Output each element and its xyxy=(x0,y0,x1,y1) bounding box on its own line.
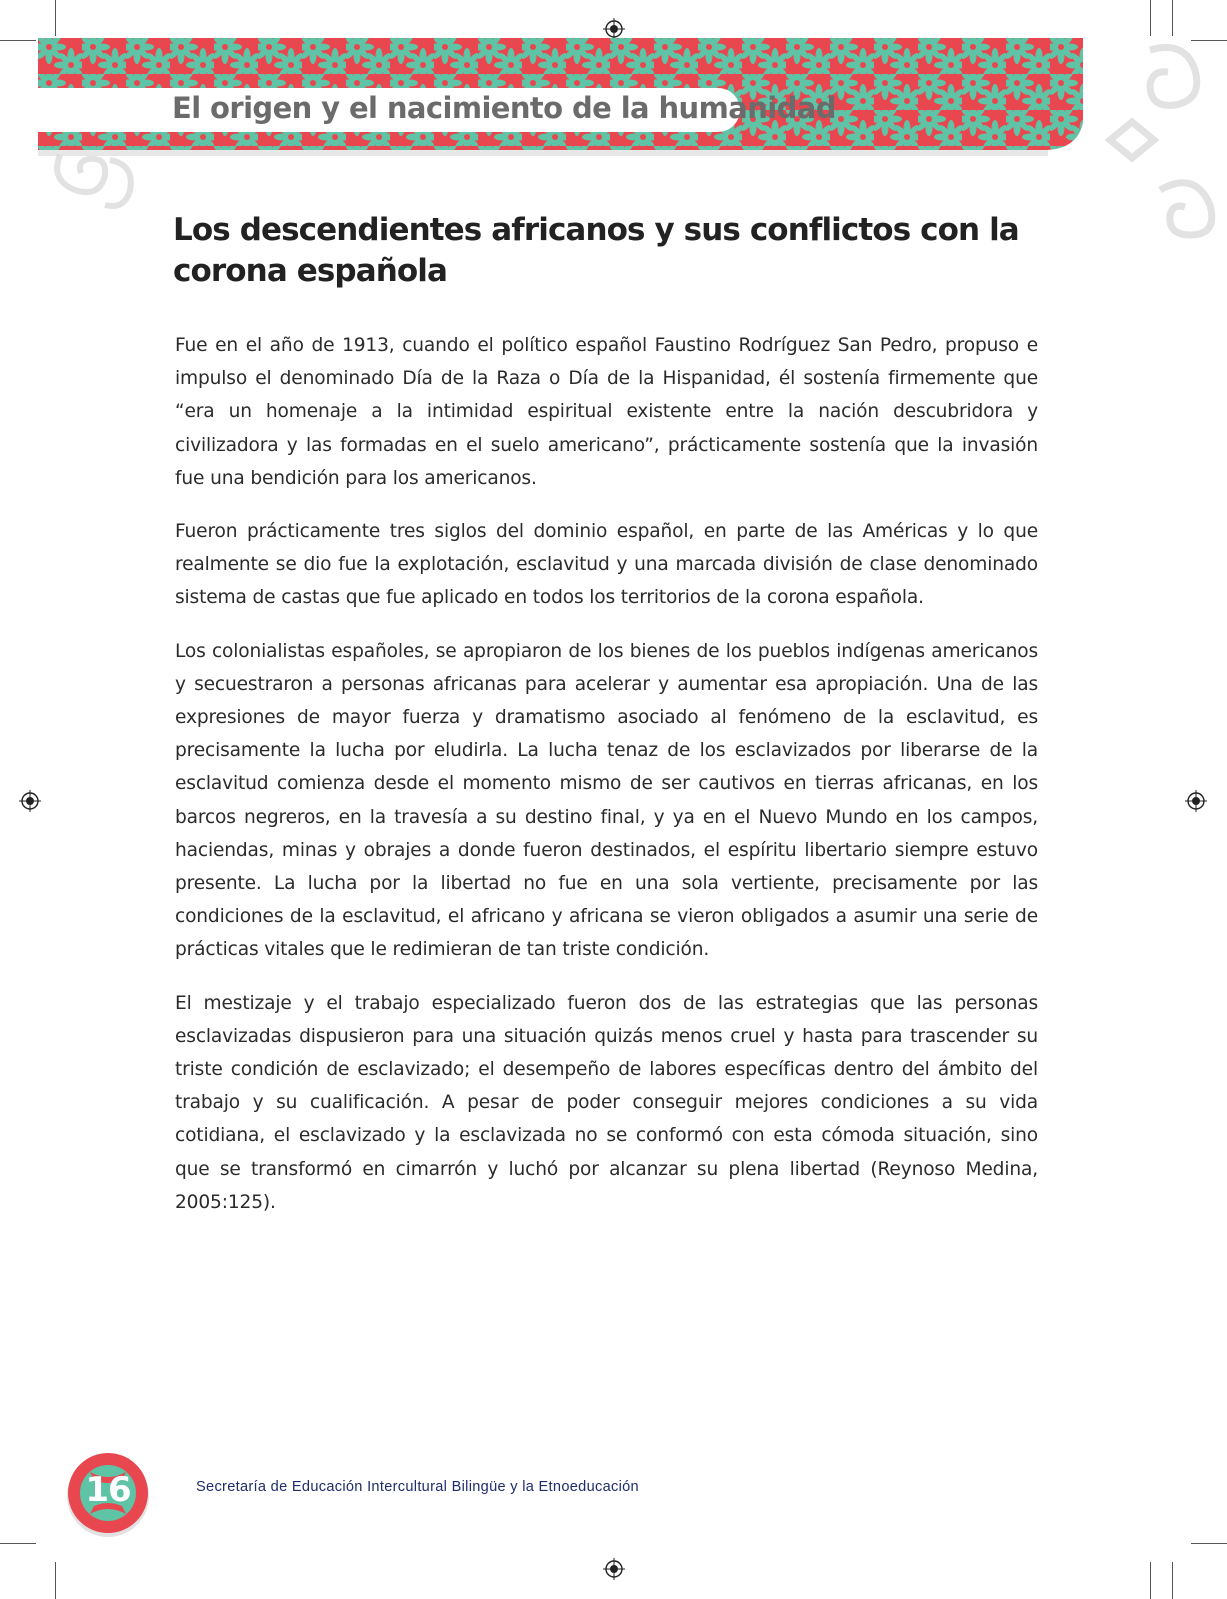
spiral-ornament-icon xyxy=(1090,30,1227,250)
page-number: 16 xyxy=(85,1470,131,1510)
paragraph: Fue en el año de 1913, cuando el político español Faustino Rodríguez San Pedro, propuso e impulso el denominado Día de la Raza o Día de la Hispanidad, él sostenía firmemente que “era un homenaje a la intimidad espiritual existente entre la nación descubridora y civilizadora y las formadas en el suelo americano”, prácticamente sostenía que la invasión fue una bendición para los americanos. xyxy=(175,335,1038,489)
registration-mark-icon xyxy=(603,18,625,40)
crop-mark xyxy=(1191,1543,1227,1544)
article-body xyxy=(175,329,1038,1239)
crop-mark xyxy=(1150,1562,1151,1599)
registration-mark-icon xyxy=(603,1558,625,1580)
crop-mark xyxy=(55,1562,56,1599)
paragraph: Los colonialistas españoles, se apropiaron de los bienes de los pueblos indígenas americanos y secuestraron a personas africanas para acelerar y aumentar esa apropiación. Una de las expresiones de mayor fuerza y dramatismo asociado al fenómeno de la esclavitud, es precisamente la lucha por eludirla. La lucha tenaz de los esclavizados por liberarse de la esclavitud comienza desde el momento mismo de ser cautivos en tierras africanas, en los barcos negreros, en la travesía a su destino final, y ya en el Nuevo Mundo en los campos, haciendas, minas y obrajes a donde fueron destinados, el espíritu libertario siempre estuvo presente. La lucha por la libertad no fue en una sola vertiente, precisamente por las condiciones de la esclavitud, el africano y africana se vieron obligados a asumir una serie de prácticas vitales que le redimieran de tan triste condición. xyxy=(175,640,1038,961)
footer-publisher: Secretaría de Educación Intercultural Bilingüe y la Etnoeducación xyxy=(196,1479,639,1495)
registration-mark-icon xyxy=(19,790,41,812)
paragraph: El mestizaje y el trabajo especializado fueron dos de las estrategias que las personas esclavizadas dispusieron para una situación quizás menos cruel y hasta para trascender su triste condición de esclavizado; el desempeño de labores específicas dentro del ámbito del trabajo y su cualificación. A pesar de poder conseguir mejores condiciones a su vida cotidiana, el esclavizado y la esclavizada no se conformó con esta cómoda situación, sino que se transformó en cimarrón y luchó por alcanzar su plena libertad (Reynoso Medina, 2005:125). xyxy=(175,992,1038,1213)
article-heading: Los descendientes africanos y sus conflictos con la corona española xyxy=(173,212,1019,289)
crop-mark xyxy=(1172,1562,1173,1599)
paragraph: Fueron prácticamente tres siglos del dominio español, en parte de las Américas y lo que realmente se dio fue la explotación, esclavitud y una marcada división de clase denominado sistema de castas que fue aplicado en todos los territorios de la corona española. xyxy=(175,521,1038,609)
crop-mark xyxy=(0,1543,36,1544)
registration-mark-icon xyxy=(1185,790,1207,812)
crop-mark xyxy=(55,0,56,36)
crop-mark xyxy=(0,40,36,41)
banner-title: El origen y el nacimiento de la humanidad xyxy=(38,88,740,132)
